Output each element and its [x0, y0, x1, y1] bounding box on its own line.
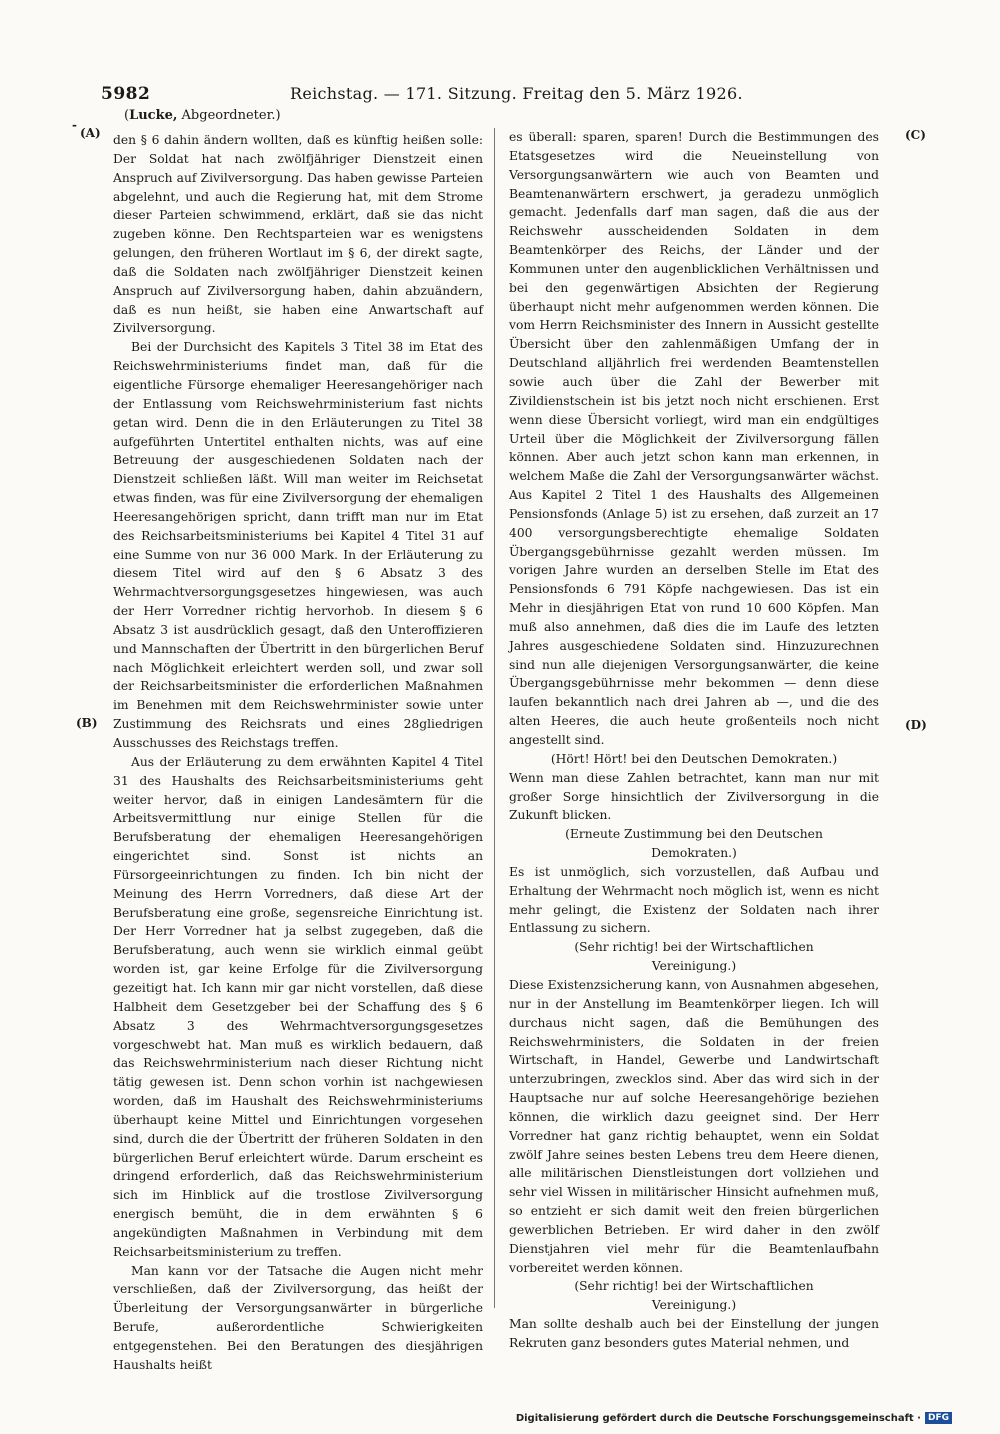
column-divider — [494, 128, 495, 1308]
interjection-wirtschaft-2a: (Sehr richtig! bei der Wirtschaftlichen — [574, 1279, 814, 1294]
interjection-zustimmung-2: Demokraten.) — [651, 846, 737, 861]
interjection-demokraten: (Hört! Hört! bei den Deutschen Demokraten.) — [550, 751, 838, 766]
margin-mark-b: (B) — [76, 716, 98, 730]
interjection-wirtschaft-1a: (Sehr richtig! bei der Wirtschaftlichen — [574, 940, 814, 955]
left-paragraph-1: den § 6 dahin ändern wollten, daß es künftig heißen solle: Der Soldat hat nach zwölfjähriger Dienstzeit einen Anspruch auf Zivilversorgung. Das haben gewisse Parteien abgelehnt, und auch die Regierung hat, mit dem Strome dieser Parteien schwimmend, erklärt, daß sie das nicht zugeben könne. Den Rechtsparteien war es wenigstens gelungen, den früheren Wortlaut im § 6, der direkt sagte, daß die Soldaten nach zwölfjähriger Dienstzeit keinen Anspruch auf Zivilversorgung haben, dahin abzuändern, daß es nun heißt, sie haben eine Anwartschaft auf Zivilversorgung. — [113, 133, 483, 336]
margin-mark-a: (A) — [80, 126, 101, 140]
dfg-logo: DFG — [925, 1412, 952, 1424]
running-head: Reichstag. — 171. Sitzung. Freitag den 5. März 1926. — [290, 84, 743, 103]
right-paragraph-3: Es ist unmöglich, sich vorzustellen, daß Aufbau und Erhaltung der Wehrmacht noch möglich ist, wenn es nicht mehr gelingt, die Existenz der Soldaten nach ihrer Entlassung zu sichern. — [509, 864, 879, 936]
right-paragraph-1: es überall: sparen, sparen! Durch die Bestimmungen des Etatsgesetzes wird die Neueinstellung von Versorgungsanwärtern wie auch von Beamten und Beamtenanwärtern erschwert, ja geradezu unmöglich gemacht. Jedenfalls darf man sagen, daß die aus der Reichswehr ausscheidenden Soldaten in dem Beamtenkörper des Reichs, der Länder und der Kommunen unter den augenblicklichen Verhältnissen und bei den gegenwärtigen Absichten der Regierung überhaupt nicht mehr aufgenommen werden können. Die vom Herrn Reichsminister des Innern in Aussicht gestellte Übersicht über den zahlenmäßigen Umfang der in Deutschland alljährlich frei werdenden Beamtenstellen sowie auch über die Zahl der Bewerber mit Zivildienstschein ist bis jetzt noch nicht erschienen. Erst wenn diese Übersicht vorliegt, wird man ein endgültiges Urteil über die Möglichkeit der Zivilversorgung fällen können. Aber auch jetzt schon kann man erkennen, in welchem Maße die Zahl der Versorgungsanwärter wächst. Aus Kapitel 2 Titel 1 des Haushalts des Allgemeinen Pensionsfonds (Anlage 5) ist zu ersehen, daß zurzeit an 17 400 versorgungsberechtigte ehemalige Soldaten Übergangsgebührnisse gezahlt werden müssen. Im vorigen Jahre wurden an derselben Stelle im Etat des Pensionsfonds 6 791 Köpfe nachgewiesen. Das ist ein Mehr in diesjährigen Etat von rund 10 600 Köpfen. Man muß also annehmen, daß dies die im Laufe des letzten Jahres ausgeschiedene Soldaten sind. Hinzuzurechnen sind nun alle diejenigen Versorgungsanwärter, die keine Übergangsgebührnisse mehr bekommen — denn diese laufen bekanntlich nach drei Jahren ab —, und die des alten Heeres, die auch heute großenteils noch nicht angestellt sind. — [509, 130, 879, 747]
right-column — [509, 128, 879, 1353]
left-paragraph-3: Aus der Erläuterung zu dem erwähnten Kapitel 4 Titel 31 des Haushalts des Reichsarbeitsministeriums geht weiter hervor, daß in einigen Landesämtern für die Arbeitsvermittlung nur einige Stellen für die Berufsberatung der ehemaligen Heeresangehörigen eingerichtet sind. Sonst ist nichts an Fürsorgeeinrichtungen zu finden. Ich bin nicht der Meinung des Herrn Vorredners, daß diese Art der Berufsberatung eine große, segensreiche Einrichtung ist. Der Herr Vorredner hat ja selbst zugegeben, daß die Berufsberatung, auch wenn sie wirklich einmal geübt worden ist, gar keine Erfolge für die Zivilversorgung gezeitigt hat. Ich kann mir gar nicht vorstellen, daß diese Halbheit dem Gesetzgeber bei der Schaffung des § 6 Absatz 3 des Wehrmachtversorgungsgesetzes vorgeschwebt hat. Man muß es wirklich bedauern, daß das Reichswehrministerium nach dieser Richtung nicht tätig gewesen ist. Denn schon vorhin ist nachgewiesen worden, daß im Haushalt des Reichswehrministeriums überhaupt keine Mittel und Einrichtungen vorgesehen sind, durch die der Übertritt der früheren Soldaten in den bürgerlichen Beruf erleichtert würde. Darum erscheint es dringend erforderlich, daß das Reichswehrministerium sich im Hinblick auf die trostlose Zivilversorgung energisch bemüht, die in dem erwähnten § 6 angekündigten Maßnahmen in Verbindung mit dem Reichsarbeitsministerium zu treffen. — [113, 754, 483, 1259]
page-number: 5982 — [101, 84, 151, 104]
speaker-open: ( — [124, 108, 130, 123]
margin-mark-d: (D) — [905, 718, 927, 732]
left-column — [113, 131, 483, 1375]
interjection-wirtschaft-1b: Vereinigung.) — [651, 959, 737, 974]
left-paragraph-4: Man kann vor der Tatsache die Augen nicht mehr verschließen, daß der Zivilversorgung, das heißt der Überleitung der Versorgungsanwärter in bürgerliche Berufe, außerordentliche Schwierigkeiten entgegenstehen. Bei den Beratungen des diesjährigen Haushalts heißt — [113, 1263, 483, 1372]
speaker-name: Lucke, — [129, 108, 178, 123]
left-paragraph-2: Bei der Durchsicht des Kapitels 3 Titel 38 im Etat des Reichswehrministeriums findet man, daß für die eigentliche Fürsorge ehemaliger Heeresangehöriger nach der Entlassung vom Reichswehrministerium fast nichts getan wird. Denn die in den Erläuterungen zu Titel 38 aufgeführten Untertitel enthalten nichts, was auf eine Betreuung der ausgeschiedenen Soldaten nach der Dienstzeit schließen läßt. Will man weiter im Reichsetat etwas finden, was für eine Zivilversorgung der ehemaligen Heeresangehörigen spricht, dann trifft man nur im Etat des Reichsarbeitsministeriums bei Kapitel 4 Titel 31 auf eine Summe von nur 36 000 Mark. In der Erläuterung zu diesem Titel wird auf den § 6 Absatz 3 des Wehrmachtversorgungsgesetzes hingewiesen, was auch der Herr Vorredner richtig hervorhob. In diesem § 6 Absatz 3 ist ausdrücklich gesagt, daß den Unteroffizieren und Mannschaften der Übertritt in den bürgerlichen Beruf nach Möglichkeit erleichtert werden soll, und zwar soll der Reichsarbeitsminister die erforderlichen Maßnahmen im Benehmen mit dem Reichswehrminister sowie unter Zustimmung des Reichsrats und eines 28gliedrigen Ausschusses des Reichstags treffen. — [113, 340, 483, 750]
right-paragraph-4: Diese Existenzsicherung kann, von Ausnahmen abgesehen, nur in der Anstellung im Beamtenkörper liegen. Ich will durchaus nicht sagen, daß die Bemühungen des Reichswehrministers, die Soldaten in der freien Wirtschaft, in Handel, Gewerbe und Landwirtschaft unterzubringen, zwecklos sind. Aber das wird sich in der Hauptsache nur auf solche Heeresangehörige beziehen können, die wirklich dazu geeignet sind. Der Herr Vorredner hat ganz richtig behauptet, wenn ein Soldat zwölf Jahre seines besten Lebens treu dem Heere dienen, alle militärischen Dienstleistungen dort vollziehen und sehr viel Wissen in militärischer Hinsicht aufnehmen muß, so entzieht er sich damit weit den freien bürgerlichen gewerblichen Betrieben. Er wird daher in den zwölf Dienstjahren viel mehr für die Beamtenlaufbahn vorbereitet werden können. — [509, 977, 879, 1275]
right-paragraph-2: Wenn man diese Zahlen betrachtet, kann man nur mit großer Sorge hinsichtlich der Zivilversorgung in die Zukunft blicken. — [509, 770, 879, 823]
margin-mark-c: (C) — [905, 128, 926, 142]
interjection-wirtschaft-2b: Vereinigung.) — [651, 1298, 737, 1313]
footer-credit — [516, 1412, 952, 1424]
speaker-role: Abgeordneter.) — [181, 108, 281, 123]
footer-credit-text: Digitalisierung gefördert durch die Deutsche Forschungsgemeinschaft · — [515, 1413, 921, 1424]
right-paragraph-5: Man sollte deshalb auch bei der Einstellung der jungen Rekruten ganz besonders gutes Material nehmen, und — [509, 1317, 879, 1350]
interjection-zustimmung-1: (Erneute Zustimmung bei den Deutschen — [565, 827, 823, 842]
speaker-line — [124, 108, 281, 123]
margin-dash: - — [72, 118, 77, 132]
